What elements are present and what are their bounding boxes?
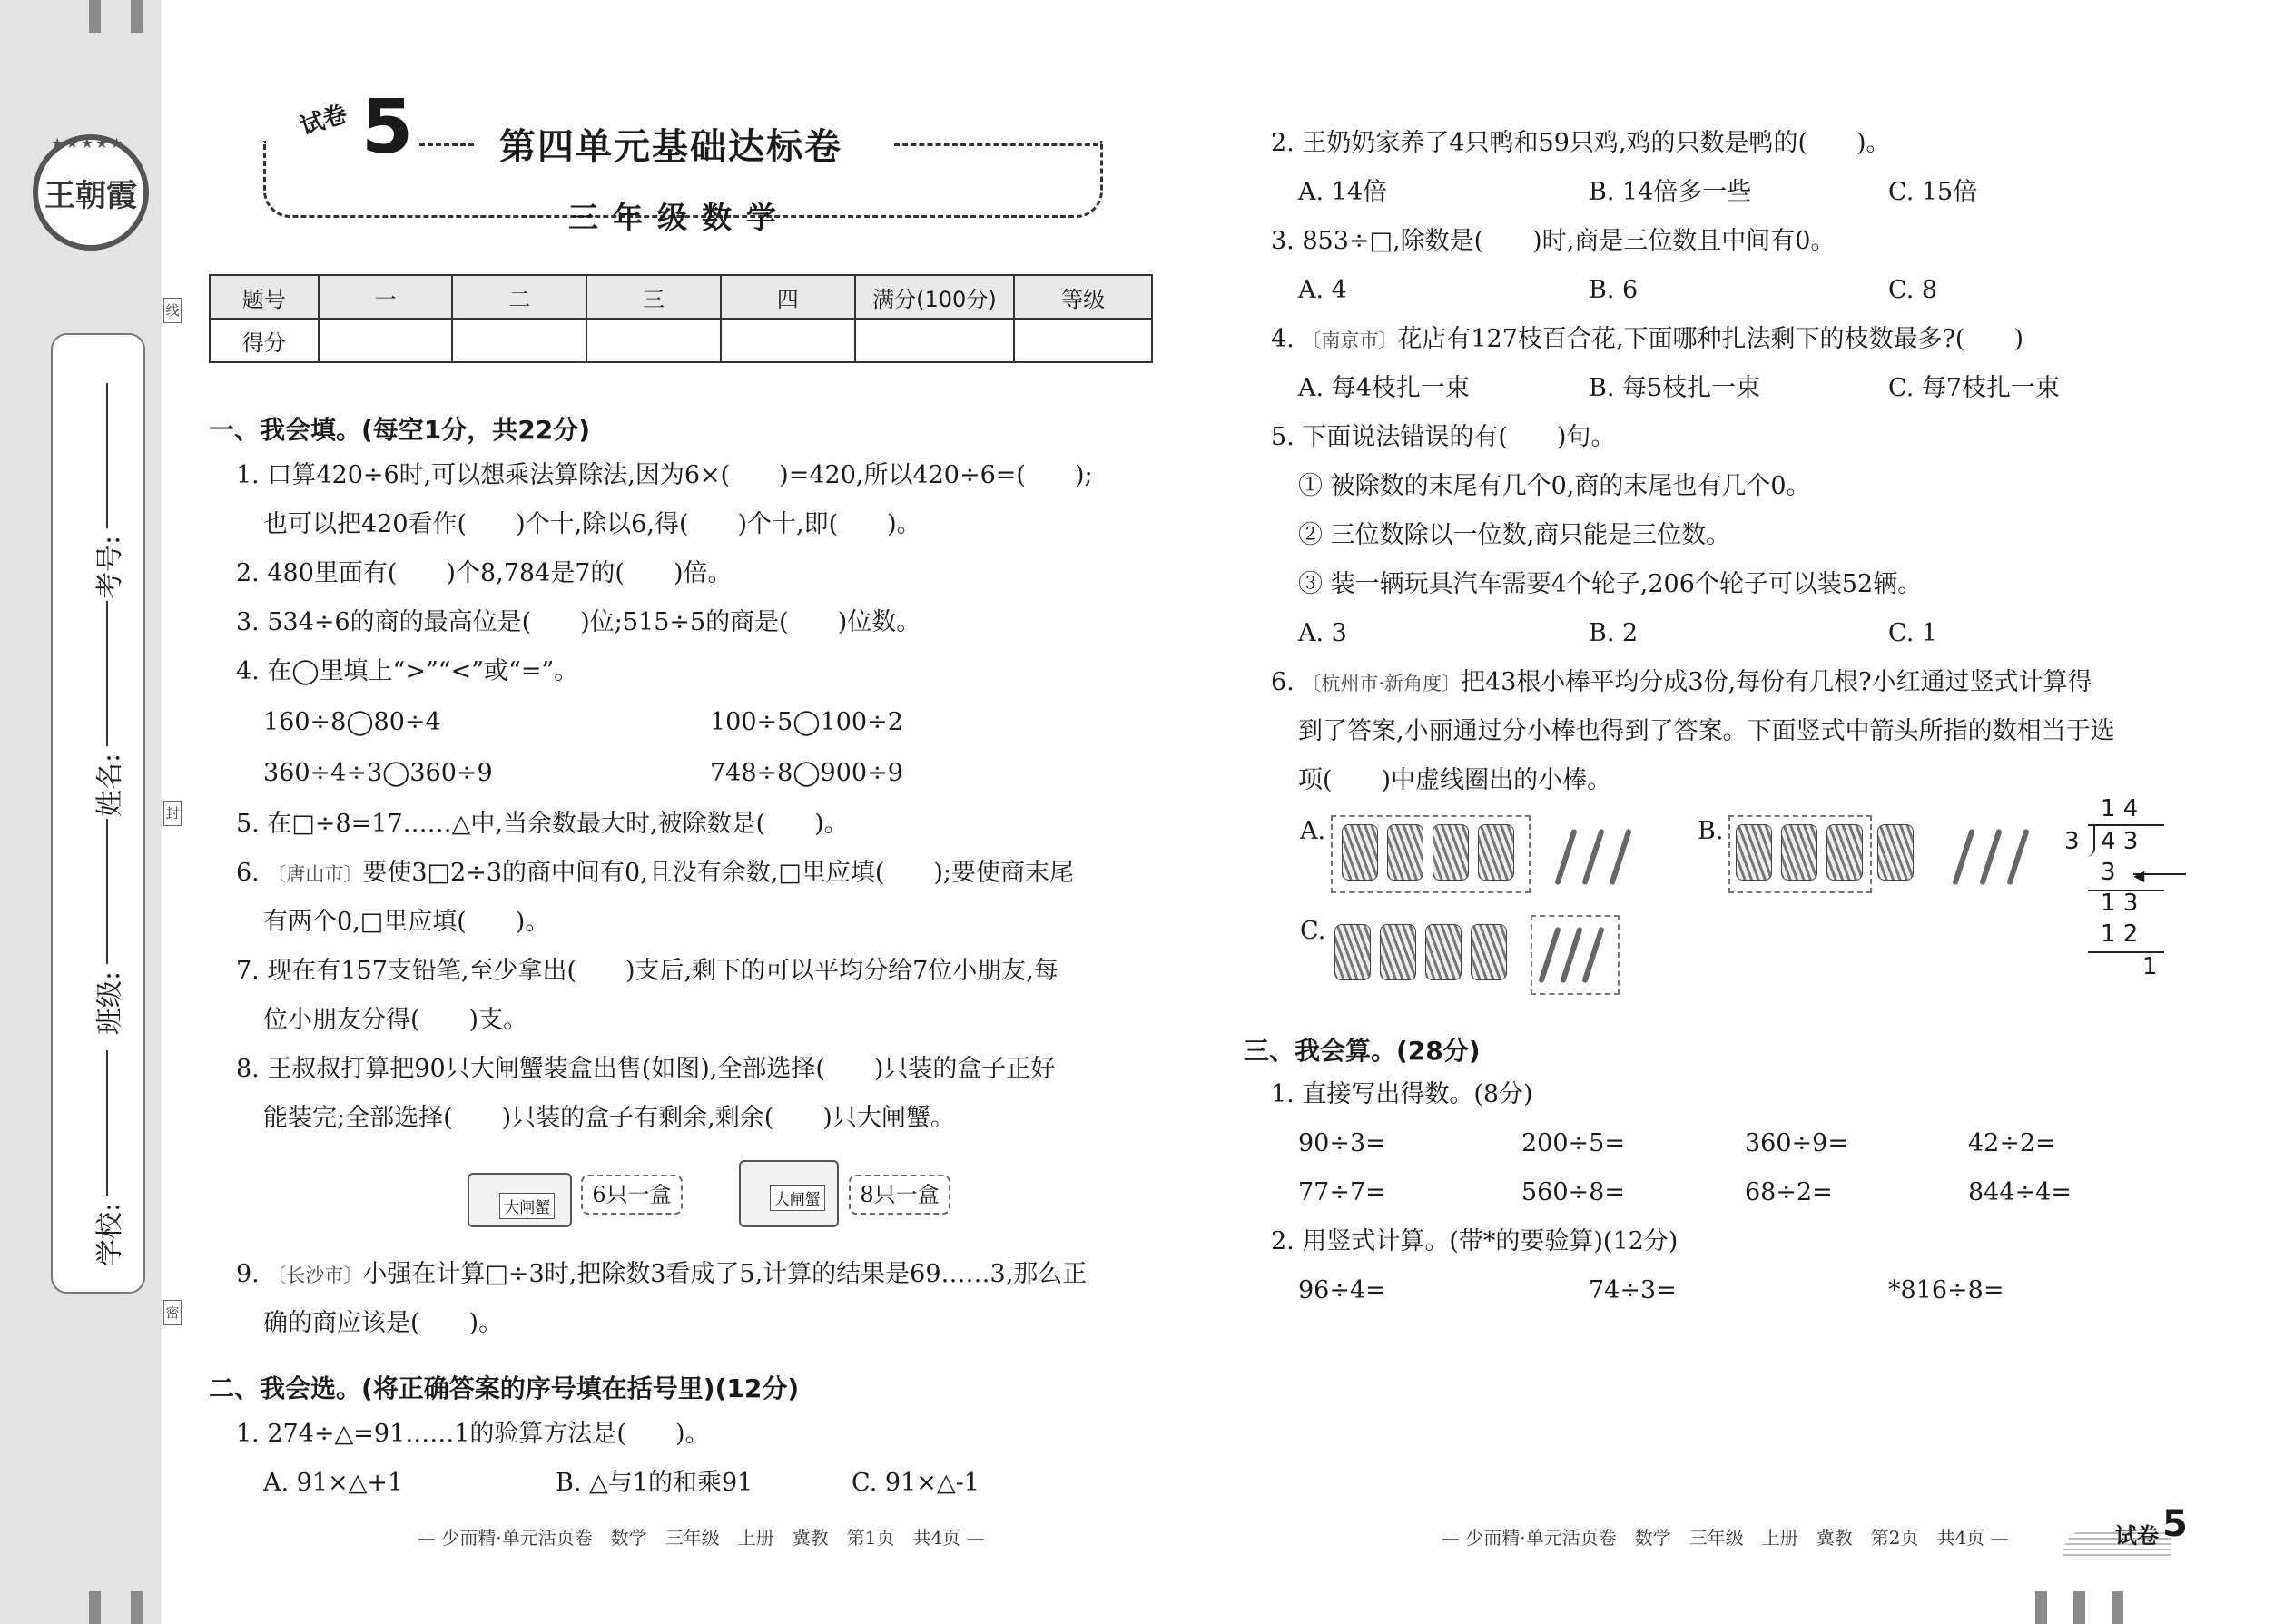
tick-mark [89,1591,101,1624]
name-field[interactable]: 姓名: [87,601,127,817]
score-cell[interactable] [319,319,453,362]
stick-bundle-icon [1478,824,1514,881]
stick-icon [1581,829,1604,886]
seal-char: 密 [163,1300,182,1325]
source-tag: 〔杭州市·新角度〕 [1302,673,1462,694]
table-header: 二 [452,275,586,319]
division-dividend: 4 3 [2101,828,2139,855]
option-a[interactable]: A. 14倍 [1298,178,1388,206]
option-b[interactable]: B. [1698,817,1724,845]
section-title: 二、我会选。(将正确答案的序号填在括号里)(12分) [209,1373,800,1403]
crab-crate-image: 大闸蟹 [468,1173,572,1227]
table-header: 题号 [210,275,319,319]
statement: ③ 装一辆玩具汽车需要4个轮子,206个轮子可以装52辆。 [1298,570,1923,598]
seal-char: 封 [163,801,182,826]
stick-bundle-icon [1342,824,1378,881]
score-cell[interactable] [855,319,1015,362]
stick-icon [1952,829,1974,886]
question-text: 2. 用竖式计算。(带*的要验算)(12分) [1271,1227,1679,1255]
compare-item: 748÷8◯900÷9 [710,759,903,787]
calc-item: 200÷5= [1521,1129,1625,1157]
tick-mark [131,1591,143,1624]
publisher-logo: ★★★★★ 王朝霞 [33,134,149,251]
option-b[interactable]: B. 14倍多一些 [1589,178,1752,206]
option-a[interactable]: A. 91×△+1 [263,1469,404,1497]
calc-item: 96÷4= [1298,1276,1386,1304]
score-cell[interactable] [721,319,855,362]
stick-bundle-icon [1781,824,1817,881]
score-cell[interactable] [1014,319,1152,362]
stick-icon [1979,829,2002,886]
division-remainder: 1 [2142,953,2158,980]
question-text: 8. 王叔叔打算把90只大闸蟹装盒出售(如图),全部选择( )只装的盒子正好 [236,1055,1056,1083]
question-text: 位小朋友分得( )支。 [263,1006,528,1034]
option-a[interactable]: A. [1300,817,1326,845]
division-bracket [2086,824,2095,857]
division-quotient: 1 4 [2101,795,2139,822]
crab-crate-image: 大闸蟹 [739,1160,839,1227]
calc-item: 74÷3= [1589,1276,1677,1304]
question-text: 2. 480里面有( )个8,784是7的( )倍。 [236,559,733,587]
source-tag: 〔唐山市〕 [267,863,363,885]
compare-item: 360÷4÷3◯360÷9 [263,759,493,787]
table-header: 四 [721,275,855,319]
option-c[interactable]: C. [1300,917,1326,945]
dashed-circle [1531,915,1620,995]
seal-char: 线 [163,298,182,323]
question-text: 1. 直接写出得数。(8分) [1271,1080,1533,1108]
option-c[interactable]: C. 15倍 [1888,178,1978,206]
stick-bundle-icon [1471,924,1507,980]
section-title: 三、我会算。(28分) [1244,1036,1481,1066]
box-label: 8只一盒 [849,1175,950,1215]
stick-bundle-icon [1380,924,1416,980]
box-label: 6只一盒 [581,1175,683,1215]
calc-item: *816÷8= [1888,1276,2004,1304]
stick-bundle-icon [1736,824,1772,881]
calc-item: 560÷8= [1521,1178,1625,1206]
question-text: 能装完;全部选择( )只装的盒子有剩余,剩余( )只大闸蟹。 [263,1104,955,1132]
tick-mark [89,0,101,33]
question-text: 6. 〔杭州市·新角度〕把43根小棒平均分成3份,每份有几根?小红通过竖式计算得 [1271,668,2092,696]
calc-item: 77÷7= [1298,1178,1386,1206]
calc-item: 42÷2= [1968,1129,2056,1157]
question-text: 2. 王奶奶家养了4只鸭和59只鸡,鸡的只数是鸭的( )。 [1271,129,1891,157]
option-a[interactable]: A. 4 [1298,276,1347,304]
tick-mark [2035,1591,2047,1624]
option-c[interactable]: C. 1 [1888,619,1938,647]
stick-bundle-icon [1877,824,1914,881]
page-footer: — 少而精·单元活页卷 数学 三年级 上册 冀教 第1页 共4页 — [418,1527,985,1549]
compare-item: 160÷8◯80÷4 [263,708,441,736]
question-text: 5. 在□÷8=17……△中,当余数最大时,被除数是( )。 [236,810,849,838]
page-title: 第四单元基础达标卷 [499,126,842,168]
exam-badge: 试卷 [2115,1523,2159,1549]
class-field[interactable]: 班级: [87,819,127,1035]
calc-item: 90÷3= [1298,1129,1386,1157]
exam-badge: 试卷 [297,100,351,142]
exam-number: 5 [361,84,414,171]
division-bar [2088,824,2164,826]
stick-icon [1554,829,1577,886]
table-header: 三 [586,275,721,319]
question-text: 1. 274÷△=91……1的验算方法是( )。 [236,1420,710,1448]
calc-item: 844÷4= [1968,1178,2072,1206]
exam-number: 5 [2162,1503,2188,1545]
option-b[interactable]: B. △与1的和乘91 [556,1469,753,1497]
question-text: 7. 现在有157支铅笔,至少拿出( )支后,剩下的可以平均分给7位小朋友,每 [236,957,1058,985]
option-a[interactable]: A. 每4枝扎一束 [1298,374,1470,402]
compare-item: 100÷5◯100÷2 [710,708,903,736]
school-field[interactable]: 学校: [87,1050,127,1266]
statement: ① 被除数的末尾有几个0,商的末尾也有几个0。 [1298,472,1811,500]
divider [894,143,1098,146]
question-text: 4. 在◯里填上“>”“<”或“=”。 [236,657,579,685]
section-title: 一、我会填。(每空1分，共22分) [209,415,591,445]
division-divisor: 3 [2064,828,2080,855]
division-line: 3 [2101,859,2116,886]
question-text: 5. 下面说法错误的有( )句。 [1271,423,1616,451]
question-text: 4. 〔南京市〕花店有127枝百合花,下面哪种扎法剩下的枝数最多?( ) [1271,325,2024,353]
stick-icon [2006,829,2029,886]
option-b[interactable]: B. 每5枝扎一束 [1589,374,1761,402]
statement: ② 三位数除以一位数,商只能是三位数。 [1298,521,1731,549]
division-line: 1 3 [2101,890,2139,917]
question-text: 项( )中虚线圈出的小棒。 [1298,766,1612,794]
option-b[interactable]: B. 6 [1589,276,1639,304]
stick-bundle-icon [1826,824,1863,881]
stick-bundle-icon [1334,924,1371,980]
calc-item: 68÷2= [1745,1178,1833,1206]
question-text: 1. 口算420÷6时,可以想乘法算除法,因为6×( )=420,所以420÷6=( ); [236,461,1093,489]
question-text: 确的商应该是( )。 [263,1309,504,1337]
table-header: 等级 [1014,275,1152,319]
question-text: 到了答案,小丽通过分小棒也得到了答案。下面竖式中箭头所指的数相当于选 [1298,717,2115,745]
option-c[interactable]: C. 8 [1888,276,1938,304]
table-header: 满分(100分) [855,275,1015,319]
source-tag: 〔长沙市〕 [267,1265,363,1286]
score-table [209,274,1153,363]
stick-bundle-icon [1387,824,1423,881]
tick-mark [131,0,143,33]
score-cell[interactable] [586,319,721,362]
option-c[interactable]: C. 每7枝扎一束 [1888,374,2061,402]
tick-mark [2112,1591,2123,1624]
page-subtitle: 三年级数学 [568,200,791,235]
page-footer: — 少而精·单元活页卷 数学 三年级 上册 冀教 第2页 共4页 — [1442,1527,2009,1549]
question-text: 9. 〔长沙市〕小强在计算□÷3时,把除数3看成了5,计算的结果是69……3,那么正 [236,1260,1088,1288]
table-row-label: 得分 [210,319,319,362]
question-text: 也可以把420看作( )个十,除以6,得( )个十,即( )。 [263,510,921,538]
option-a[interactable]: A. 3 [1298,619,1347,647]
option-c[interactable]: C. 91×△-1 [852,1469,980,1497]
divider [419,143,474,146]
stick-bundle-icon [1425,924,1462,980]
question-text: 3. 853÷□,除数是( )时,商是三位数且中间有0。 [1271,227,1836,255]
table-header: 一 [319,275,453,319]
division-line: 1 2 [2101,920,2139,948]
question-text: 6. 〔唐山市〕要使3□2÷3的商中间有0,且没有余数,□里应填( );要使商末尾 [236,859,1075,887]
stick-bundle-icon [1433,824,1469,881]
question-text: 3. 534÷6的商的最高位是( )位;515÷5的商是( )位数。 [236,608,921,636]
source-tag: 〔南京市〕 [1302,330,1398,351]
exam-number-field[interactable]: 考号: [87,383,127,599]
score-cell[interactable] [452,319,586,362]
calc-item: 360÷9= [1745,1129,1848,1157]
arrow-head-icon: ◀ [2133,867,2145,884]
option-b[interactable]: B. 2 [1589,619,1639,647]
question-text: 有两个0,□里应填( )。 [263,908,550,936]
stick-icon [1609,829,1631,886]
tick-mark [2073,1591,2085,1624]
